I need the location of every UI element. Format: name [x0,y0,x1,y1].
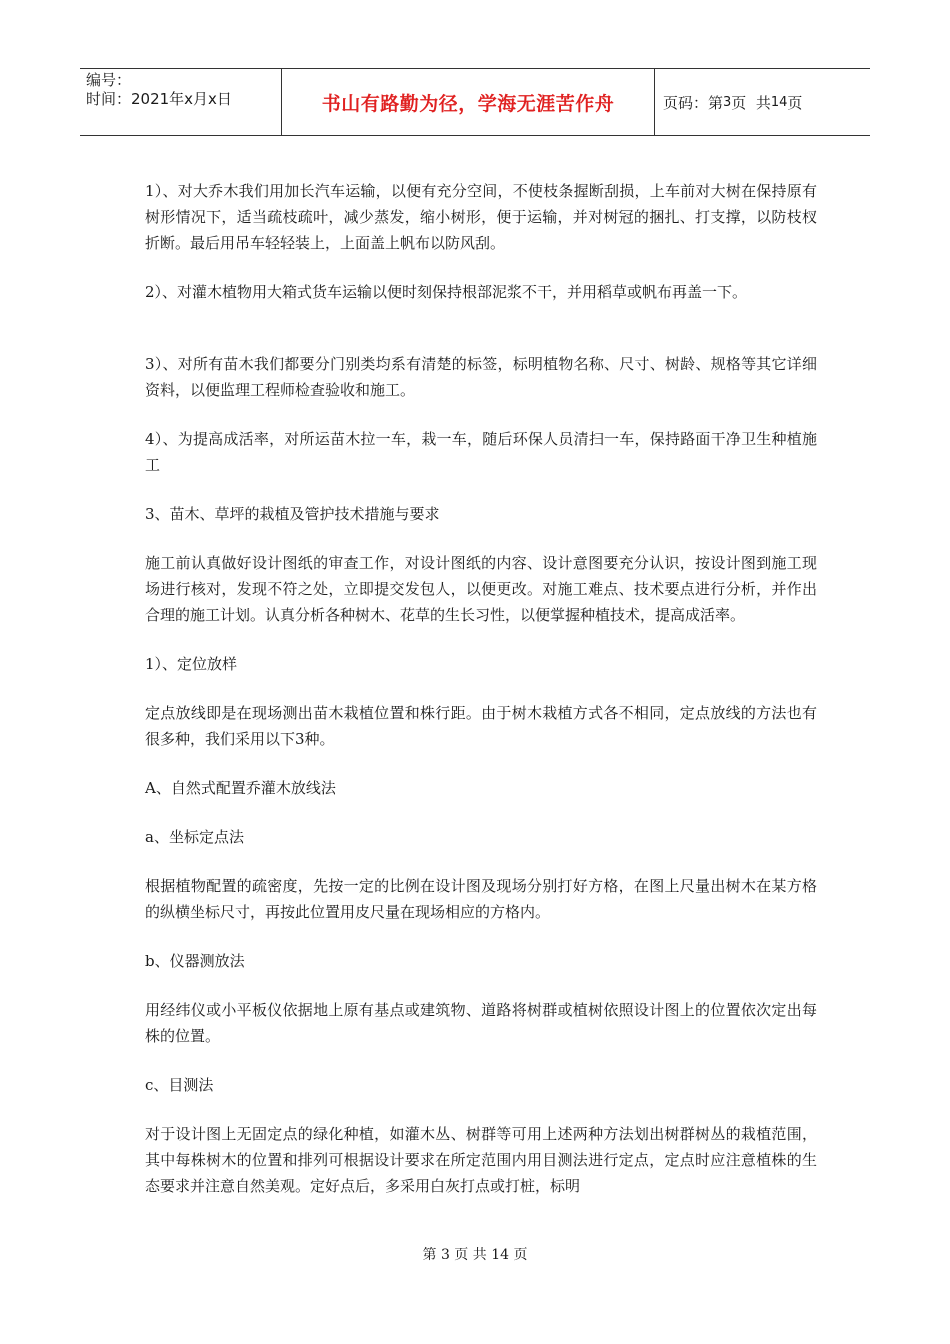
document-body [145,178,817,1222]
page-label: 页码：第 [663,93,724,112]
subsection-heading: b、仪器测放法 [145,952,245,970]
header-page-info [655,69,870,135]
document-date: 时间：2021年x月x日 [86,90,232,108]
page-mid: 页 共 [731,93,771,112]
paragraph: 4）、为提高成活率，对所运苗木拉一车，栽一车，随后环保人员清扫一车，保持路面干净卫生种植施工 [145,430,817,474]
paragraph: 施工前认真做好设计图纸的审查工作，对设计图纸的内容、设计意图要充分认识，按设计图到施工现场进行核对，发现不符之处，立即提交发包人，以便更改。对施工难点、技术要点进行分析，并作出合理的施工计划。认真分析各种树木、花草的生长习性，以便掌握种植技术，提高成活率。 [145,554,817,624]
paragraph: 3）、对所有苗木我们都要分门别类均系有清楚的标签，标明植物名称、尺寸、树龄、规格等其它详细资料，以便监理工程师检查验收和施工。 [145,355,817,399]
paragraph: 根据植物配置的疏密度，先按一定的比例在设计图及现场分别打好方格，在图上尺量出树木在某方格的纵横坐标尺寸，再按此位置用皮尺量在现场相应的方格内。 [145,877,817,921]
paragraph: 定点放线即是在现场测出苗木栽植位置和株行距。由于树木栽植方式各不相同，定点放线的方法也有很多种，我们采用以下3种。 [145,704,817,748]
page-current: 3 [723,94,732,110]
paragraph: 用经纬仪或小平板仪依据地上原有基点或建筑物、道路将树群或植树依照设计图上的位置依次定出每株的位置。 [145,1001,817,1045]
paragraph: 对于设计图上无固定点的绿化种植，如灌木丛、树群等可用上述两种方法划出树群树丛的栽植范围，其中每株树木的位置和排列可根据设计要求在所定范围内用目测法进行定点，定点时应注意植株的生态要求并注意自然美观。定好点后，多采用白灰打点或打桩，标明 [145,1125,817,1195]
paragraph: 2）、对灌木植物用大箱式货车运输以便时刻保持根部泥浆不干，并用稻草或帆布再盖一下。 [145,283,748,301]
section-heading: 3、苗木、草坪的栽植及管护技术措施与要求 [145,505,440,523]
paragraph: 1）、对大乔木我们用加长汽车运输，以便有充分空间，不使枝条握断刮损，上车前对大树在保持原有树形情况下，适当疏枝疏叶，减少蒸发，缩小树形，便于运输，并对树冠的捆扎、打支撑，以防枝杈折断。最后用吊车轻轻装上，上面盖上帆布以防风刮。 [145,182,817,252]
subsection-heading: a、坐标定点法 [145,828,244,846]
page-total: 14 [770,94,788,110]
subsection-heading: 1）、定位放样 [145,655,238,673]
page-footer: 第 3 页 共 14 页 [422,1247,528,1263]
header-meta [80,69,282,135]
page-end: 页 [787,93,803,112]
subsection-heading: c、目测法 [145,1076,214,1094]
document-number: 编号： [86,71,132,89]
header-motto: 书山有路勤为径，学海无涯苦作舟 [282,69,655,135]
subsection-heading: A、自然式配置乔灌木放线法 [145,779,336,797]
page-header [80,68,870,136]
